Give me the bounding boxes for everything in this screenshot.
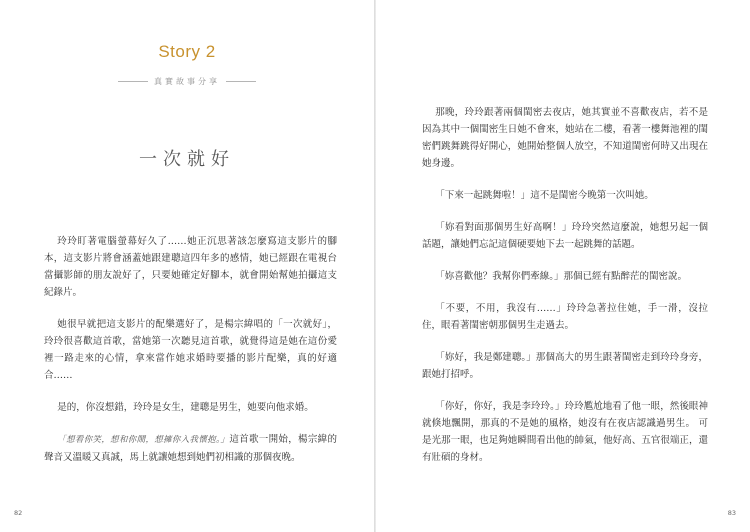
paragraph: 「妳好，我是鄭建聰。」那個高大的男生跟著閨密走到玲玲身旁，跟她打招呼。 (422, 352, 708, 380)
paragraph: 玲玲盯著電腦螢幕好久了……她正沉思著該怎麼寫這支影片的腳本，這支影片將會涵蓋她跟建聰這四年多的感情，她已經跟在電視台當攝影師的朋友說好了，只要她確定好腳本，就會開始幫她拍攝這支紀錄片。 (44, 236, 337, 298)
subtitle-row (0, 76, 374, 87)
paragraph: 「妳喜歡他？我幫你們牽線。」那個已經有點醉茫的閨密說。 (435, 271, 688, 282)
story-label: Story 2 (158, 42, 216, 61)
left-body-text (44, 233, 337, 481)
subtitle-rule-left (118, 81, 148, 82)
subtitle-rule-right (226, 81, 256, 82)
paragraph: 她很早就把這支影片的配樂選好了，是楊宗緯唱的「一次就好」，玲玲很喜歡這首歌，當她第一次聽見這首歌，就覺得這是她在這份愛裡一路走來的心情，拿來當作她求婚時要播的影片配樂，真的好適合…… (44, 319, 337, 381)
paragraph: 是的，你沒想錯，玲玲是女生，建聰是男生，她要向他求婚。 (57, 402, 314, 413)
page-number-left: 82 (14, 509, 23, 517)
lyric-quote: 「想看你笑，想和你鬧，想擁你入我懷抱。」 (57, 435, 230, 445)
paragraph: 那晚，玲玲跟著兩個閨密去夜店，她其實並不喜歡夜店，若不是因為其中一個閨密生日她不會來，她站在二樓，看著一樓舞池裡的閨密們跳舞跳得好開心，她開始整個人放空，不知道閨密何時又出現在她身邊。 (422, 107, 708, 169)
paragraph: 「不要，不用，我沒有……」玲玲急著拉住她，手一滑，沒拉住，眼看著閨密朝那個男生走過去。 (422, 303, 708, 331)
page-number-right: 83 (727, 509, 736, 517)
right-body-text (422, 104, 708, 481)
right-page (376, 0, 750, 532)
paragraph: 「妳看對面那個男生好高啊！」玲玲突然這麼說，她想另起一個話題，讓她們忘記這個硬要她下去一起跳舞的話題。 (422, 222, 708, 250)
quote-paragraph (44, 431, 337, 466)
chapter-heading: 一次就好 (139, 149, 235, 170)
quote-continuation: 這首歌一開始，楊宗緯的聲音又溫暖又真誠，馬上就讓她想到她們初相識的那個夜晚。 (44, 434, 337, 463)
paragraph: 「你好，你好，我是李玲玲。」玲玲尷尬地看了他一眼，然後眼神就倏地飄開，那真的不是她的風格，她沒有在夜店認識過男生。 可是光那一眼，也足夠她瞬間看出他的帥氣，他好高、五官很端正，還有壯碩的身材。 (422, 401, 708, 463)
left-page (0, 0, 374, 532)
paragraph: 「下來一起跳舞啦！」這不是閨密今晚第一次叫她。 (435, 190, 654, 201)
subtitle: 真實故事分享 (154, 77, 220, 86)
